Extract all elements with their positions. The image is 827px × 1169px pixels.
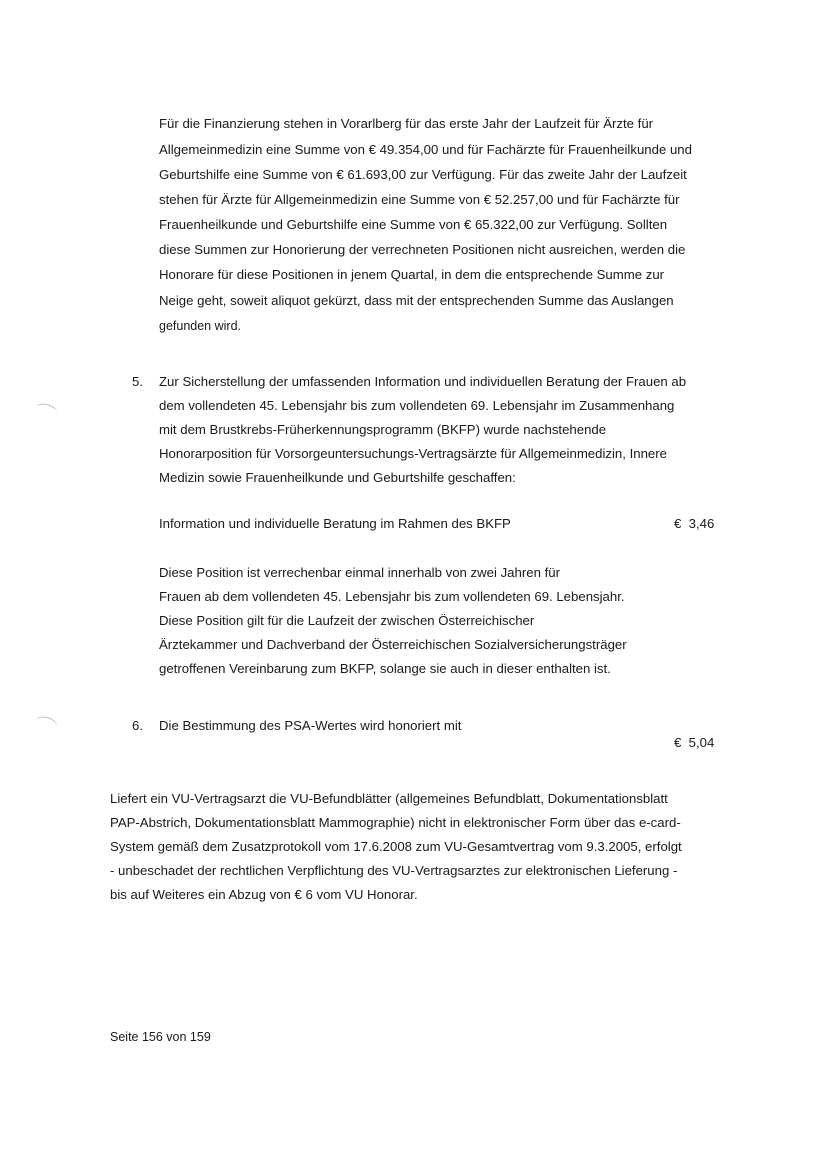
item5-line: Honorarposition für Vorsorgeuntersuchungs-Vertragsärzte für Allgemeinmedizin, Innere bbox=[159, 446, 667, 461]
intro-line: stehen für Ärzte für Allgemeinmedizin eine Summe von € 52.257,00 und für Fachärzte für bbox=[159, 192, 680, 207]
item6-text: Die Bestimmung des PSA-Wertes wird honoriert mit bbox=[159, 718, 462, 733]
position-note-line: Ärztekammer und Dachverband der Österreichischen Sozialversicherungsträger bbox=[159, 637, 627, 652]
closing-line: PAP-Abstrich, Dokumentationsblatt Mammographie) nicht in elektronischer Form über das e-card- bbox=[110, 815, 681, 830]
closing-line: System gemäß dem Zusatzprotokoll vom 17.6.2008 zum VU-Gesamtvertrag vom 9.3.2005, erfolgt bbox=[110, 839, 682, 854]
page-number: Seite 156 von 159 bbox=[110, 1030, 211, 1044]
position-note-line: Frauen ab dem vollendeten 45. Lebensjahr bis zum vollendeten 69. Lebensjahr. bbox=[159, 589, 625, 604]
intro-line: Geburtshilfe eine Summe von € 61.693,00 zur Verfügung. Für das zweite Jahr der Laufzeit bbox=[159, 167, 687, 182]
fee-position-label: Information und individuelle Beratung im Rahmen des BKFP bbox=[159, 516, 511, 531]
item5-line: Medizin sowie Frauenheilkunde und Geburtshilfe geschaffen: bbox=[159, 470, 516, 485]
scan-mark bbox=[34, 715, 58, 733]
position-note-line: Diese Position gilt für die Laufzeit der zwischen Österreichischer bbox=[159, 613, 535, 628]
scan-mark bbox=[34, 402, 58, 420]
intro-line: Honorare für diese Positionen in jenem Quartal, in dem die entsprechende Summe zur bbox=[159, 267, 665, 282]
closing-line: - unbeschadet der rechtlichen Verpflichtung des VU-Vertragsarztes zur elektronischen Lieferung - bbox=[110, 863, 678, 878]
item5-line: dem vollendeten 45. Lebensjahr bis zum vollendeten 69. Lebensjahr im Zusammenhang bbox=[159, 398, 675, 413]
fee-position-amount: € 3,46 bbox=[674, 516, 715, 531]
item5-line: Zur Sicherstellung der umfassenden Information und individuellen Beratung der Frauen ab bbox=[159, 374, 687, 389]
item-number: 6. bbox=[132, 718, 143, 733]
intro-line: Allgemeinmedizin eine Summe von € 49.354,00 und für Fachärzte für Frauenheilkunde und bbox=[159, 142, 692, 157]
intro-line: Für die Finanzierung stehen in Vorarlberg für das erste Jahr der Laufzeit für Ärzte für bbox=[159, 116, 654, 131]
position-note-line: getroffenen Vereinbarung zum BKFP, solange sie auch in dieser enthalten ist. bbox=[159, 661, 611, 676]
item-number: 5. bbox=[132, 374, 143, 389]
intro-line: Neige geht, soweit aliquot gekürzt, dass mit der entsprechenden Summe das Auslangen bbox=[159, 293, 674, 308]
position-note-line: Diese Position ist verrechenbar einmal innerhalb von zwei Jahren für bbox=[159, 565, 560, 580]
item6-amount: € 5,04 bbox=[674, 735, 715, 750]
item5-line: mit dem Brustkrebs-Früherkennungsprogramm (BKFP) wurde nachstehende bbox=[159, 422, 607, 437]
closing-line: Liefert ein VU-Vertragsarzt die VU-Befundblätter (allgemeines Befundblatt, Dokumentationsblatt bbox=[110, 791, 668, 806]
closing-line: bis auf Weiteres ein Abzug von € 6 vom VU Honorar. bbox=[110, 887, 418, 902]
intro-line: gefunden wird. bbox=[159, 319, 242, 333]
intro-line: diese Summen zur Honorierung der verrechneten Positionen nicht ausreichen, werden die bbox=[159, 242, 686, 257]
intro-line: Frauenheilkunde und Geburtshilfe eine Summe von € 65.322,00 zur Verfügung. Sollten bbox=[159, 217, 668, 232]
